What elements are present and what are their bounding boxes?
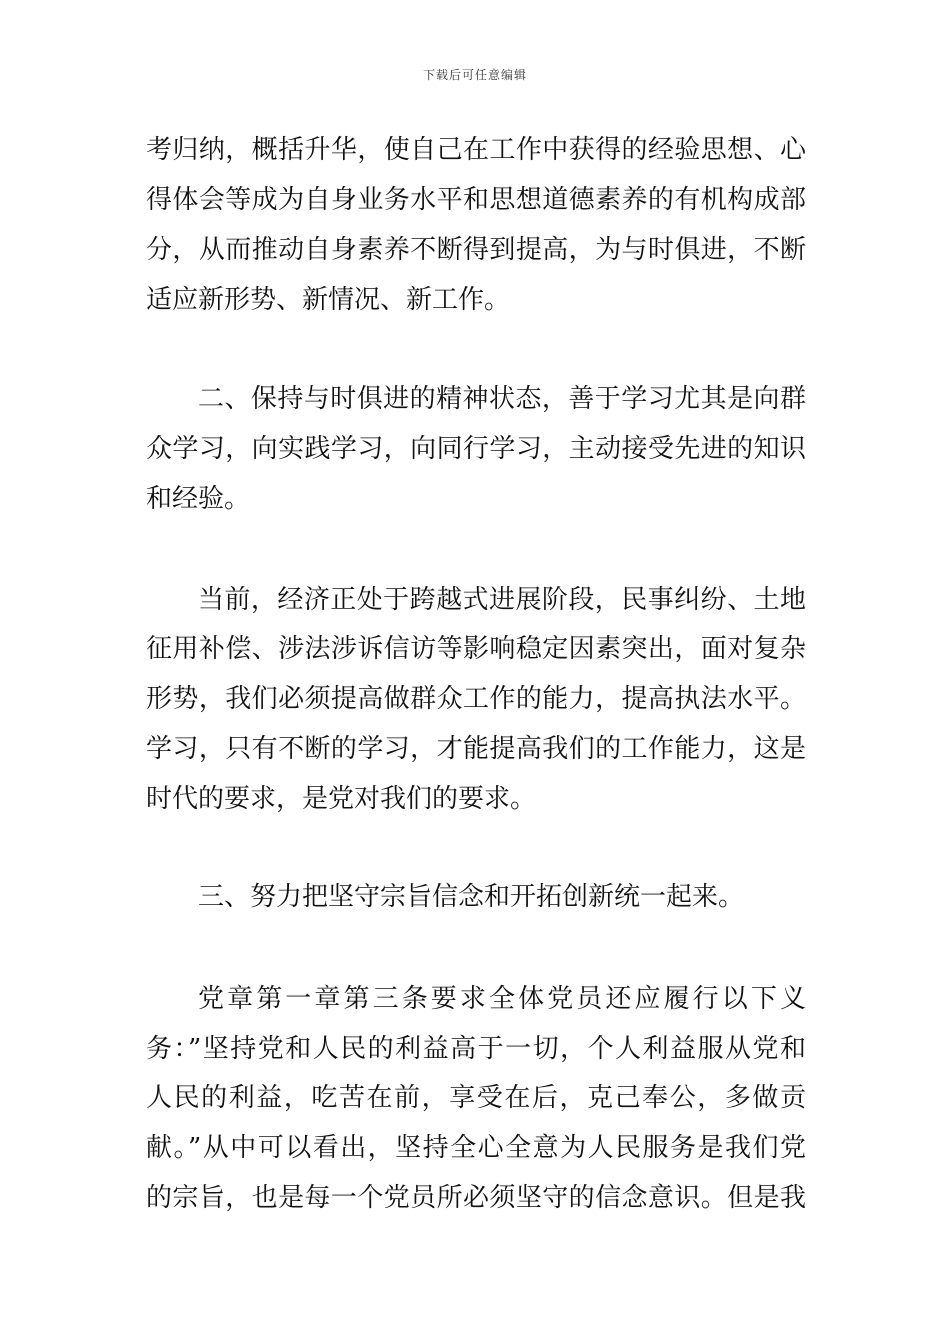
- text-line: 众学习，向实践学习，向同行学习，主动接受先进的知识: [146, 434, 806, 464]
- text-line: 考归纳，概括升华，使自己在工作中获得的经验思想、心: [146, 135, 806, 165]
- text-line: 时代的要求，是党对我们的要求。: [146, 784, 537, 814]
- text-line: 党章第一章第三条要求全体党员还应履行以下义: [198, 984, 806, 1014]
- text-line: 学习，只有不断的学习，才能提高我们的工作能力，这是: [146, 734, 806, 764]
- text-line: 的宗旨，也是每一个党员所必须坚守的信念意识。但是我: [146, 1183, 806, 1213]
- text-line: 得体会等成为自身业务水平和思想道德素养的有机构成部: [146, 185, 806, 215]
- page-header: 下载后可任意编辑: [422, 68, 527, 82]
- text-line: 分，从而推动自身素养不断得到提高，为与时俱进，不断: [146, 235, 806, 265]
- text-line: 和经验。: [146, 484, 251, 514]
- text-line: 形势，我们必须提高做群众工作的能力，提高执法水平。: [146, 684, 806, 714]
- text-line: 征用补偿、涉法涉诉信访等影响稳定因素突出，面对复杂: [146, 634, 806, 664]
- text-line: 献。”从中可以看出，坚持全心全意为人民服务是我们党: [146, 1133, 806, 1163]
- text-line: 二、保持与时俱进的精神状态，善于学习尤其是向群: [198, 384, 806, 414]
- text-line: 人民的利益，吃苦在前，享受在后，克己奉公，多做贡: [146, 1083, 806, 1113]
- text-line: 适应新形势、新情况、新工作。: [146, 285, 511, 315]
- text-line: 务：”坚持党和人民的利益高于一切，个人利益服从党和: [146, 1034, 806, 1064]
- section-heading: 三、努力把坚守宗旨信念和开拓创新统一起来。: [198, 882, 745, 912]
- text-line: 当前，经济正处于跨越式进展阶段，民事纠纷、土地: [198, 585, 806, 615]
